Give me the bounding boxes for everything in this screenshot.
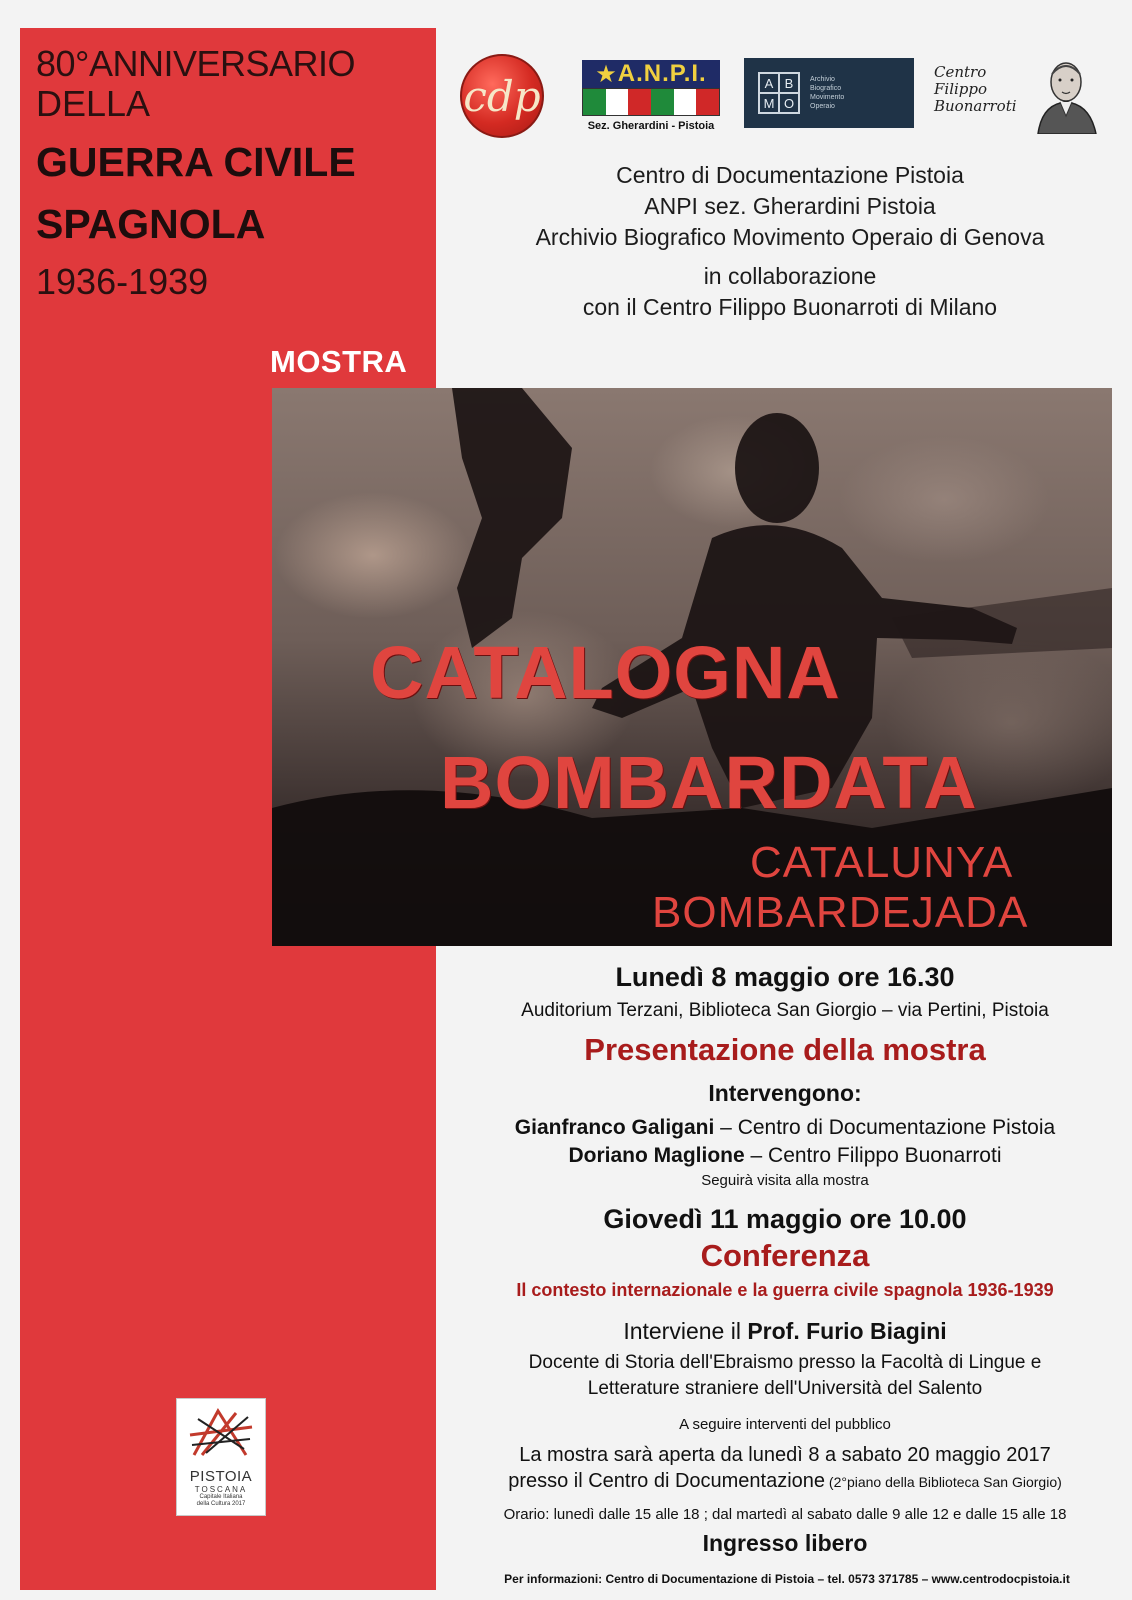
speaker-name: Prof. Furio Biagini — [747, 1318, 947, 1344]
star-icon: ★ — [595, 60, 618, 88]
event1-speaker-2 — [440, 1144, 1130, 1168]
contact-footer: Per informazioni: Centro di Documentazione di Pistoia – tel. 0573 371785 – www.centrodocpistoia.it — [504, 1572, 1070, 1586]
organizers-block — [460, 160, 1120, 323]
exhibition-title-catalan-2: BOMBARDEJADA — [652, 888, 1029, 937]
event1-speakers-intro: Intervengono: — [708, 1080, 862, 1106]
pistoia-name: PISTOIA — [189, 1468, 253, 1485]
speaker-name: Doriano Maglione — [568, 1144, 745, 1167]
mostra-label: MOSTRA — [270, 344, 408, 379]
collaboration-line-2: con il Centro Filippo Buonarroti di Milano — [582, 294, 998, 320]
exhibition-photo — [272, 388, 1112, 946]
abmo-text-line: Archivio — [810, 76, 835, 83]
opening-dates: La mostra sarà aperta da lunedì 8 a sabato 20 maggio 2017 — [519, 1444, 1051, 1466]
cdp-logo-text: cdp — [463, 71, 541, 121]
opening-venue-main: presso il Centro di Documentazione — [508, 1470, 826, 1492]
buonarroti-text-line: Filippo — [934, 80, 988, 98]
event1-title: Presentazione della mostra — [584, 1032, 986, 1067]
organizer-2: ANPI sez. Gherardini Pistoia — [644, 193, 936, 219]
war-title-line-2: SPAGNOLA — [36, 201, 266, 247]
free-entry: Ingresso libero — [702, 1530, 868, 1556]
abmo-logo — [744, 58, 914, 128]
buonarroti-logo-text — [934, 64, 1024, 115]
event2-role-line-2: Letterature straniere dell'Università del Salento — [587, 1378, 983, 1399]
opening-hours: Orario: lunedì dalle 15 alle 18 ; dal martedì al sabato dalle 9 alle 12 e dalle 15 alle 18 — [503, 1506, 1067, 1523]
pistoia-capital-logo — [176, 1398, 266, 1516]
abmo-letter: O — [779, 93, 799, 113]
event2-note: A seguire interventi del pubblico — [679, 1416, 891, 1433]
event1-speaker-1 — [440, 1116, 1130, 1140]
pistoia-tag-2: della Cultura 2017 — [196, 1501, 246, 1507]
anniversary-line-2: DELLA — [36, 83, 151, 124]
pistoia-tag-1: Capitale Italiana — [199, 1494, 243, 1500]
buonarroti-portrait-icon — [1024, 54, 1104, 134]
exhibition-title-catalan-1: CATALUNYA — [750, 838, 1014, 887]
event1-date: Lunedì 8 maggio ore 16.30 — [615, 962, 955, 992]
event2-role-line-1: Docente di Storia dell'Ebraismo presso la Facoltà di Lingue e — [528, 1352, 1042, 1373]
opening-venue — [440, 1470, 1130, 1493]
event2-speaker — [440, 1318, 1130, 1345]
collaboration-line-1: in collaborazione — [703, 263, 877, 289]
anniversary-line-1: 80°ANNIVERSARIO — [36, 43, 355, 84]
anpi-section-label: Sez. Gherardini - Pistoia — [587, 120, 715, 132]
anpi-logo — [582, 60, 720, 140]
abmo-logo-text — [810, 75, 844, 111]
event2-date: Giovedì 11 maggio ore 10.00 — [603, 1204, 967, 1234]
opening-venue-detail: (2°piano della Biblioteca San Giorgio) — [825, 1474, 1062, 1490]
abmo-text-line: Biografico — [810, 85, 842, 92]
war-title-line-1: GUERRA CIVILE — [36, 139, 356, 185]
event2-title: Conferenza — [700, 1238, 870, 1273]
organizer-3: Archivio Biografico Movimento Operaio di Genova — [535, 224, 1045, 250]
cdp-logo — [460, 54, 544, 138]
pistoia-mark-icon — [186, 1405, 256, 1461]
exhibition-title-line-2: BOMBARDATA — [440, 741, 978, 824]
abmo-letter: B — [779, 73, 799, 93]
abmo-text-line: Operaio — [810, 103, 835, 110]
buonarroti-text-line: Centro — [934, 63, 987, 81]
anniversary-title — [36, 44, 426, 302]
pistoia-region: TOSCANA — [194, 1485, 248, 1494]
abmo-letter: M — [759, 93, 779, 113]
speaker-name: Gianfranco Galigani — [514, 1116, 715, 1139]
italian-flag-icon — [582, 88, 720, 116]
organizer-1: Centro di Documentazione Pistoia — [616, 162, 964, 188]
war-years: 1936-1939 — [36, 261, 209, 302]
buonarroti-text-line: Buonarroti — [934, 97, 1017, 115]
speaker-intro: Interviene il — [623, 1318, 748, 1344]
event2-subtitle: Il contesto internazionale e la guerra civile spagnola 1936-1939 — [516, 1280, 1054, 1300]
anpi-logo-text: A.N.P.I. — [617, 60, 707, 87]
abmo-text-line: Movimento — [810, 94, 845, 101]
event1-note: Seguirà visita alla mostra — [701, 1172, 869, 1189]
speaker-org: – Centro Filippo Buonarroti — [744, 1144, 1002, 1167]
event1-venue: Auditorium Terzani, Biblioteca San Giorgio – via Pertini, Pistoia — [521, 1000, 1049, 1021]
exhibition-title-line-1: CATALOGNA — [370, 631, 841, 714]
abmo-letter: A — [759, 73, 779, 93]
speaker-org: – Centro di Documentazione Pistoia — [714, 1116, 1056, 1139]
